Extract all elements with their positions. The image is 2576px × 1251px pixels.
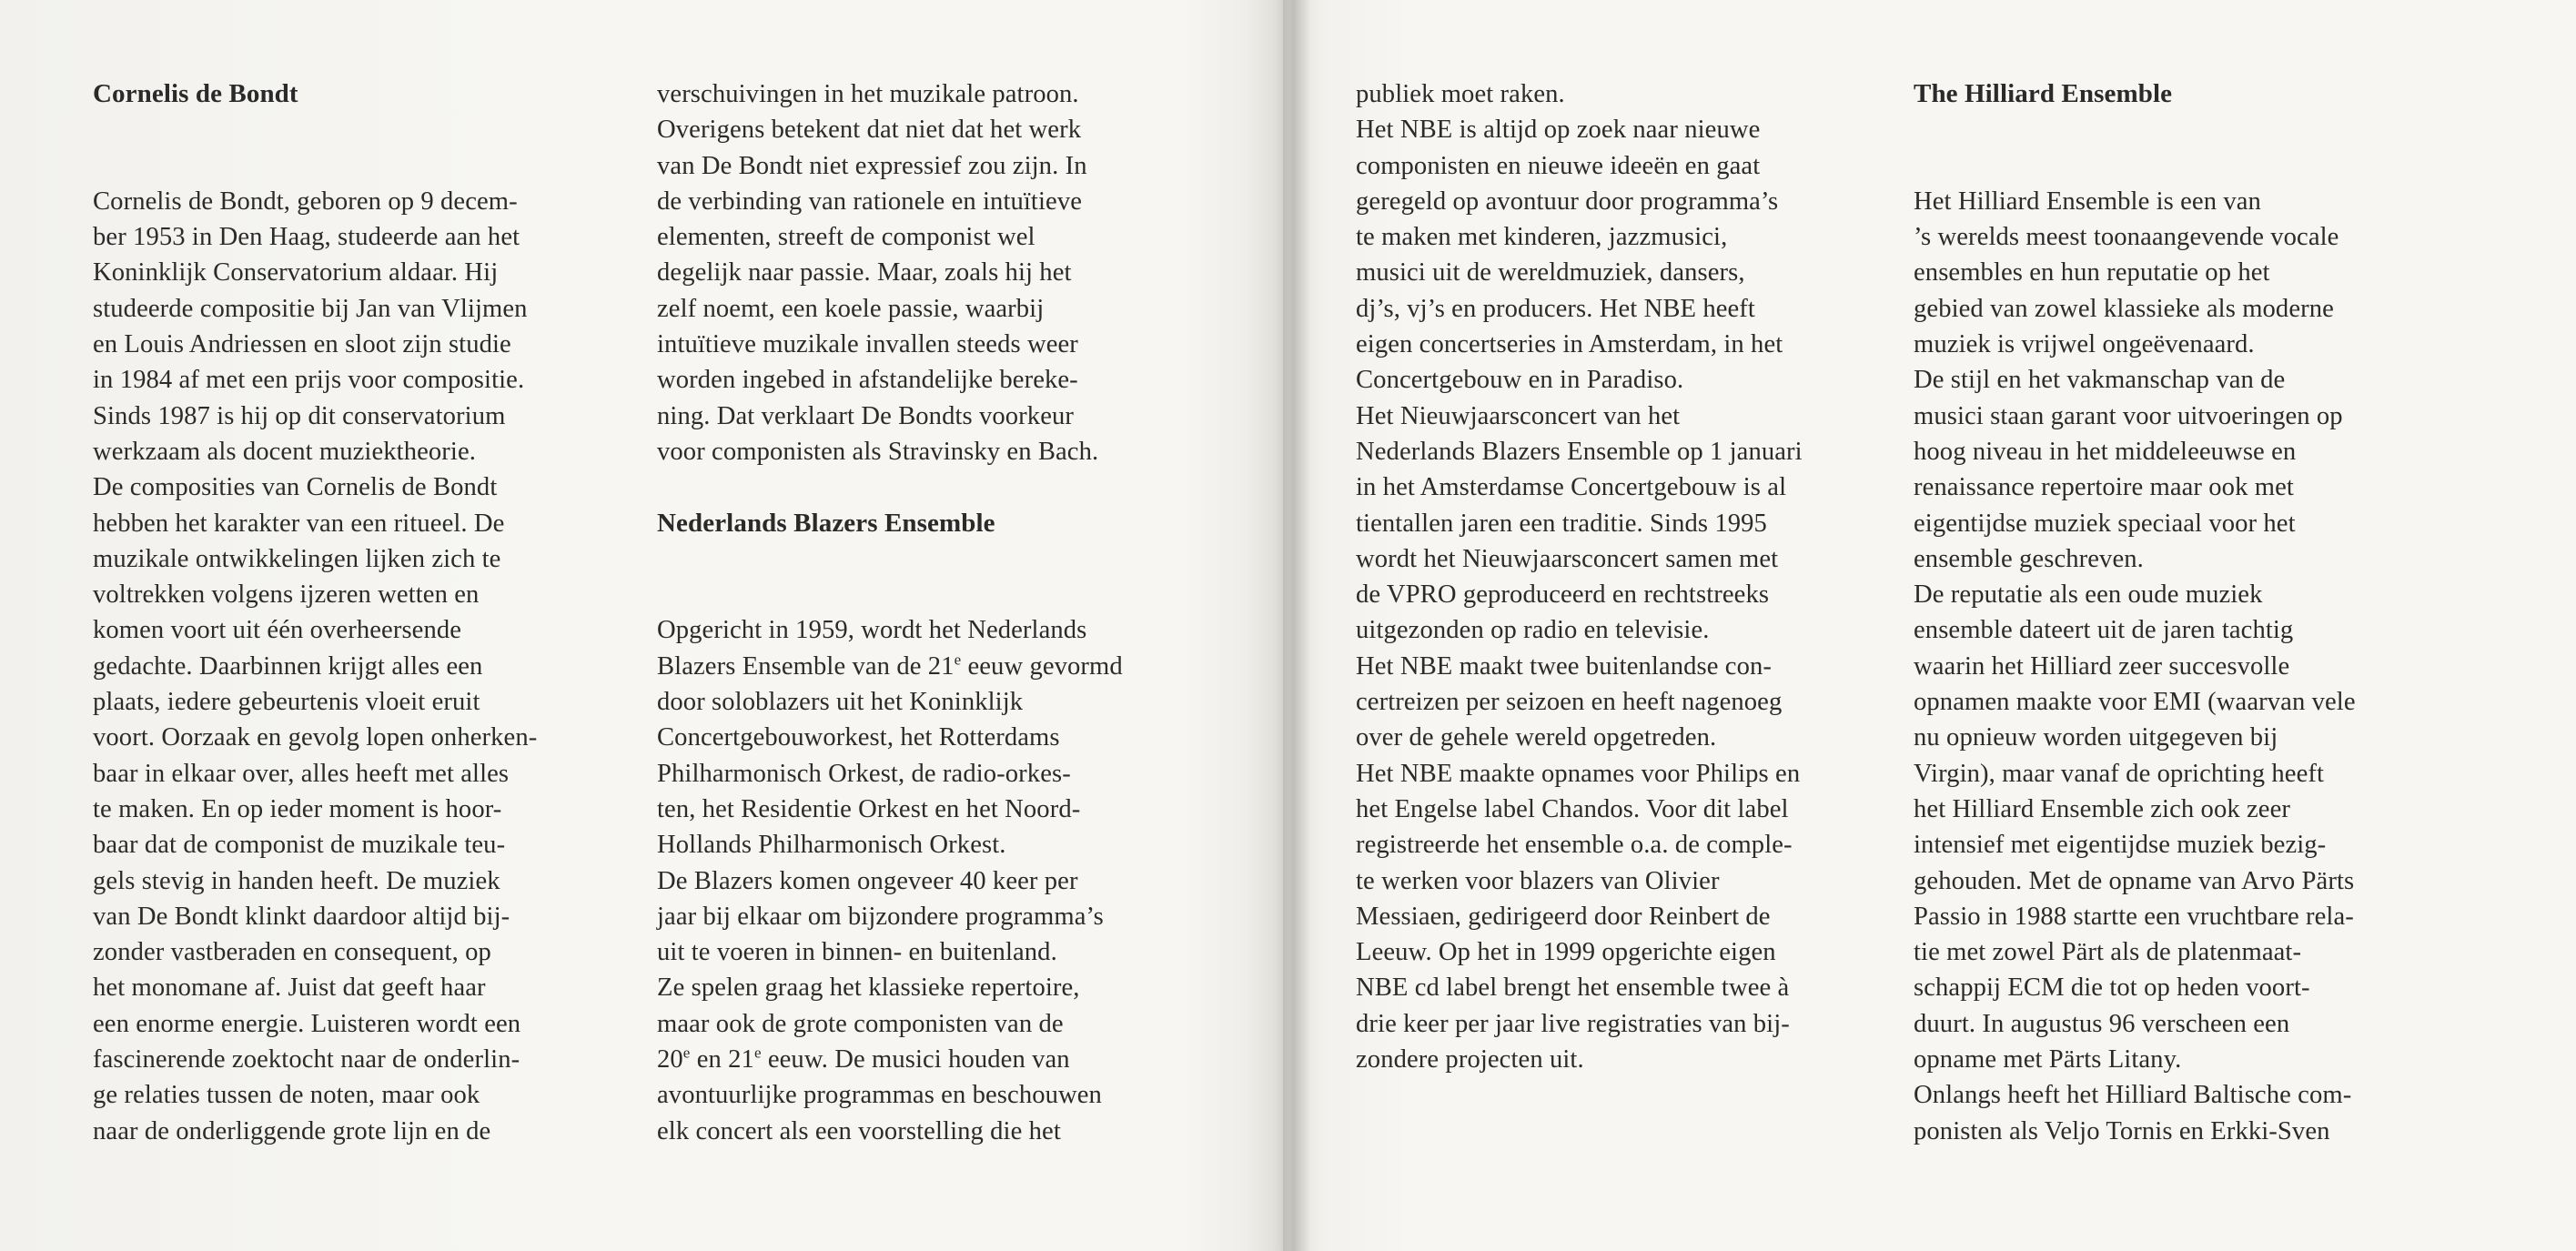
- text-line: ensemble dateert uit de jaren tachtig: [1914, 616, 2294, 645]
- text-line: zelf noemt, een koele passie, waarbij: [657, 294, 1045, 323]
- text-line: hoog niveau in het middeleeuwse en: [1914, 437, 2297, 466]
- heading-spacer: [93, 112, 639, 184]
- text-line: ensemble geschreven.: [1914, 544, 2144, 573]
- text-line: componisten en nieuwe ideeën en gaat: [1356, 151, 1761, 180]
- text-line: in het Amsterdamse Concertgebouw is al: [1356, 473, 1787, 502]
- text-line: over de gehele wereld opgetreden.: [1356, 723, 1717, 752]
- text-line: zonder vastberaden en consequent, op: [93, 938, 491, 967]
- nbe-text-continued: [1356, 76, 1920, 1077]
- text-line: De composities van Cornelis de Bondt: [93, 473, 498, 502]
- text-line: gebied van zowel klassieke als moderne: [1914, 294, 2334, 323]
- text-line: elk concert als een voorstelling die het: [657, 1116, 1061, 1145]
- text-segment: 20: [657, 1045, 683, 1074]
- text-line: elementen, streeft de componist wel: [657, 223, 1035, 252]
- text-line: te werken voor blazers van Olivier: [1356, 866, 1720, 895]
- text-line: Koninklijk Conservatorium aldaar. Hij: [93, 258, 499, 288]
- text-line: ning. Dat verklaart De Bondts voorkeur: [657, 401, 1075, 430]
- text-line: Het NBE maakte opnames voor Philips en: [1356, 759, 1801, 788]
- text-line: baar in elkaar over, alles heeft met alles: [93, 759, 510, 788]
- text-line: verschuivingen in het muzikale patroon.: [657, 80, 1079, 108]
- heading-spacer: [1914, 112, 2496, 184]
- text-line: geregeld op avontuur door programma’s: [1356, 187, 1779, 216]
- text-line: te maken met kinderen, jazzmusici,: [1356, 223, 1728, 252]
- text-line: komen voort uit één overheersende: [93, 616, 462, 645]
- text-line: voor componisten als Stravinsky en Bach.: [657, 437, 1099, 466]
- text-line: muziek is vrijwel ongeëvenaard.: [1914, 330, 2255, 359]
- text-line: Virgin), maar vanaf de oprichting heeft: [1914, 759, 2325, 788]
- text-line: Nederlands Blazers Ensemble op 1 januari: [1356, 437, 1803, 466]
- text-line: gehouden. Met de opname van Arvo Pärts: [1914, 866, 2355, 895]
- text-line: opnamen maakte voor EMI (waarvan vele: [1914, 688, 2356, 717]
- text-line: dj’s, vj’s en producers. Het NBE heeft: [1356, 294, 1755, 323]
- text-line: worden ingebed in afstandelijke bereke-: [657, 366, 1078, 395]
- text-line: musici uit de wereldmuziek, dansers,: [1356, 258, 1745, 288]
- hilliard-text: [1914, 184, 2496, 1149]
- text-line: Cornelis de Bondt, geboren op 9 decem-: [93, 187, 518, 216]
- text-line: Opgericht in 1959, wordt het Nederlands: [657, 616, 1087, 645]
- text-line: de verbinding van rationele en intuïtieve: [657, 187, 1083, 216]
- text-line: schappij ECM die tot op heden voort-: [1914, 974, 2310, 1003]
- bondt-text-continued: [657, 76, 1221, 469]
- text-line: studeerde compositie bij Jan van Vlijmen: [93, 294, 528, 323]
- text-line: eigen concertseries in Amsterdam, in het: [1356, 330, 1783, 359]
- text-line: jaar bij elkaar om bijzondere programma’s: [657, 902, 1104, 931]
- text-line: Philharmonisch Orkest, de radio-orkes-: [657, 759, 1071, 788]
- text-line: De reputatie als een oude muziek: [1914, 580, 2263, 610]
- text-line: voort. Oorzaak en gevolg lopen onherken-: [93, 723, 538, 752]
- text-line: NBE cd label brengt het ensemble twee à: [1356, 974, 1790, 1003]
- heading-cornelis-de-bondt: Cornelis de Bondt: [93, 79, 298, 108]
- text-line: avontuurlijke programmas en beschouwen: [657, 1081, 1102, 1110]
- text-line: Sinds 1987 is hij op dit conservatorium: [93, 401, 506, 430]
- superscript: e: [753, 1044, 762, 1062]
- text-line: drie keer per jaar live registraties van bij-: [1356, 1009, 1790, 1038]
- text-line: van De Bondt niet expressief zou zijn. In: [657, 151, 1087, 180]
- text-line: Overigens betekent dat niet dat het werk: [657, 116, 1082, 145]
- text-line: ber 1953 in Den Haag, studeerde aan het: [93, 223, 520, 252]
- bio-text: [93, 184, 639, 1149]
- text-line: gedachte. Daarbinnen krijgt alles een: [93, 651, 483, 681]
- column-cornelis-de-bondt: [93, 76, 639, 1149]
- superscript: e: [954, 651, 962, 669]
- text-line: het monomane af. Juist dat geeft haar: [93, 974, 486, 1003]
- text-line: Het Nieuwjaarsconcert van het: [1356, 401, 1681, 430]
- text-line: de VPRO geproduceerd en rechtstreeks: [1356, 580, 1770, 610]
- text-line: nu opnieuw worden uitgegeven bij: [1914, 723, 2278, 752]
- text-line: het Engelse label Chandos. Voor dit label: [1356, 794, 1789, 823]
- column-bondt-continued-and-nbe: [657, 76, 1221, 1149]
- text-line: ensembles en hun reputatie op het: [1914, 258, 2270, 288]
- text-line: publiek moet raken.: [1356, 80, 1565, 108]
- text-line: registreerde het ensemble o.a. de comple-: [1356, 831, 1793, 860]
- text-line: en Louis Andriessen en sloot zijn studie: [93, 330, 511, 359]
- text-line: Onlangs heeft het Hilliard Baltische com-: [1914, 1081, 2352, 1110]
- text-line: hebben het karakter van een ritueel. De: [93, 509, 505, 538]
- text-line: Hollands Philharmonisch Orkest.: [657, 831, 1006, 860]
- text-line: baar dat de componist de muzikale teu-: [93, 831, 506, 860]
- text-line: [657, 649, 1221, 684]
- superscript: e: [682, 1044, 691, 1062]
- text-line: te maken. En op ieder moment is hoor-: [93, 794, 502, 823]
- text-line: van De Bondt klinkt daardoor altijd bij-: [93, 902, 510, 931]
- text-line: werkzaam als docent muziektheorie.: [93, 437, 476, 466]
- text-line: door soloblazers uit het Koninklijk: [657, 688, 1024, 717]
- text-line: Concertgebouw en in Paradiso.: [1356, 366, 1684, 395]
- text-line: Messiaen, gedirigeerd door Reinbert de: [1356, 902, 1771, 931]
- text-line: wordt het Nieuwjaarsconcert samen met: [1356, 544, 1779, 573]
- text-line: ten, het Residentie Orkest en het Noord-: [657, 794, 1081, 823]
- text-line: intuïtieve muzikale invallen steeds weer: [657, 330, 1078, 359]
- text-line: De Blazers komen ongeveer 40 keer per: [657, 866, 1078, 895]
- text-line: Het Hilliard Ensemble is een van: [1914, 187, 2261, 216]
- text-line: Passio in 1988 startte een vruchtbare rela-: [1914, 902, 2354, 931]
- text-line: voltrekken volgens ijzeren wetten en: [93, 580, 480, 610]
- heading-nederlands-blazers-ensemble: Nederlands Blazers Ensemble: [657, 508, 995, 538]
- text-line: een enorme energie. Luisteren wordt een: [93, 1009, 521, 1038]
- text-line: Leeuw. Op het in 1999 opgerichte eigen: [1356, 938, 1776, 967]
- text-line: tie met zowel Pärt als de platenmaat-: [1914, 938, 2302, 967]
- heading-spacer: [657, 541, 1221, 613]
- text-line: in 1984 af met een prijs voor compositie.: [93, 366, 525, 395]
- column-nbe-continued: [1356, 76, 1920, 1077]
- text-line: duurt. In augustus 96 verscheen een: [1914, 1009, 2290, 1038]
- text-line: degelijk naar passie. Maar, zoals hij het: [657, 258, 1072, 288]
- column-hilliard-ensemble: [1914, 76, 2496, 1149]
- left-page: [0, 0, 1283, 1251]
- text-line: ’s werelds meest toonaangevende vocale: [1914, 223, 2339, 252]
- text-line: [657, 1042, 1221, 1077]
- text-line: gels stevig in handen heeft. De muziek: [93, 866, 500, 895]
- text-line: Ze spelen graag het klassieke repertoire,: [657, 974, 1080, 1003]
- text-line: uit te voeren in binnen- en buitenland.: [657, 938, 1057, 967]
- text-line: muzikale ontwikkelingen lijken zich te: [93, 544, 501, 573]
- text-line: Het NBE maakt twee buitenlandse con-: [1356, 651, 1772, 681]
- text-line: maar ook de grote componisten van de: [657, 1009, 1064, 1038]
- text-segment: Blazers Ensemble van de 21: [657, 651, 955, 681]
- text-line: naar de onderliggende grote lijn en de: [93, 1116, 491, 1145]
- text-line: zondere projecten uit.: [1356, 1045, 1584, 1074]
- text-line: fascinerende zoektocht naar de onderlin-: [93, 1045, 520, 1074]
- text-line: Concertgebouworkest, het Rotterdams: [657, 723, 1060, 752]
- text-segment: eeuw. De musici houden van: [761, 1045, 1070, 1074]
- text-line: ponisten als Veljo Tornis en Erkki-Sven: [1914, 1116, 2330, 1145]
- text-line: tientallen jaren een traditie. Sinds 1995: [1356, 509, 1767, 538]
- text-line: plaats, iedere gebeurtenis vloeit eruit: [93, 688, 480, 717]
- section-spacer: [657, 469, 1221, 505]
- text-line: certreizen per seizoen en heeft nagenoeg: [1356, 688, 1783, 717]
- text-line: ge relaties tussen de noten, maar ook: [93, 1081, 480, 1110]
- text-line: waarin het Hilliard zeer succesvolle: [1914, 651, 2290, 681]
- text-line: De stijl en het vakmanschap van de: [1914, 366, 2286, 395]
- text-line: musici staan garant voor uitvoeringen op: [1914, 401, 2343, 430]
- heading-the-hilliard-ensemble: The Hilliard Ensemble: [1914, 79, 2173, 108]
- text-line: eigentijdse muziek speciaal voor het: [1914, 509, 2296, 538]
- text-line: intensief met eigentijdse muziek bezig-: [1914, 831, 2327, 860]
- text-line: het Hilliard Ensemble zich ook zeer: [1914, 794, 2290, 823]
- text-line: renaissance repertoire maar ook met: [1914, 473, 2294, 502]
- nbe-text: [657, 612, 1221, 1148]
- text-segment: en 21: [690, 1045, 754, 1074]
- right-page: [1283, 0, 2576, 1251]
- text-line: uitgezonden op radio en televisie.: [1356, 616, 1710, 645]
- text-line: opname met Pärts Litany.: [1914, 1045, 2182, 1074]
- text-segment: eeuw gevormd: [961, 651, 1123, 681]
- text-line: Het NBE is altijd op zoek naar nieuwe: [1356, 116, 1761, 145]
